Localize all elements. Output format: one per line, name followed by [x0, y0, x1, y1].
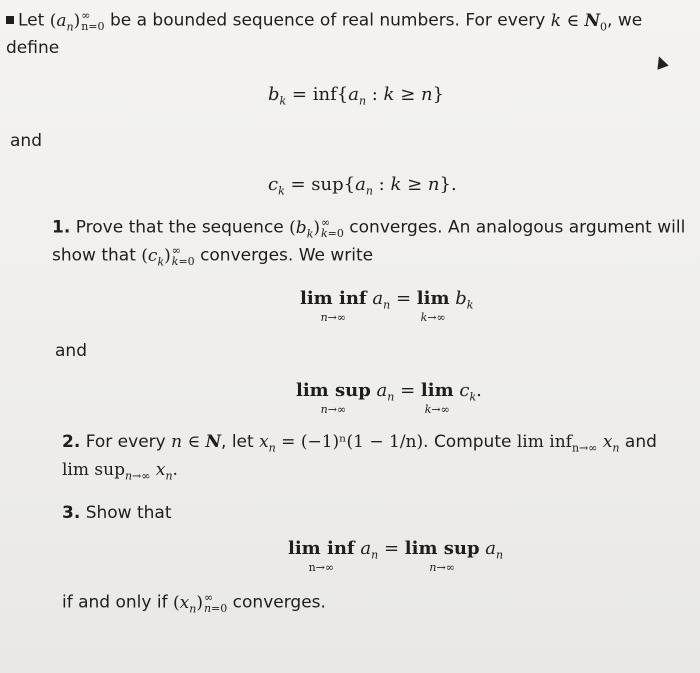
- operator: lim sup: [62, 460, 125, 480]
- and-label: and: [55, 341, 87, 361]
- formula: = (−1)ⁿ(1 − 1/n).: [275, 432, 429, 452]
- operator: lim: [416, 288, 450, 309]
- mouse-pointer-icon: [653, 54, 668, 69]
- final-equation: lim inf n→∞ $a_n$ = lim sup n→∞ $a_n$: [288, 538, 504, 574]
- math-sub: n: [66, 19, 74, 33]
- item1-line1: 1. Prove that the sequence $(b_k)$ ∞ k=0 converges. An analogous argument will: [52, 216, 686, 240]
- math-sub: n→∞: [571, 441, 598, 455]
- equals: =: [383, 538, 405, 559]
- item-number: 3.: [62, 503, 81, 523]
- text: For every: [85, 432, 166, 452]
- text: if and only if: [62, 592, 168, 613]
- math-var: a: [360, 538, 372, 559]
- operator: lim sup: [296, 380, 371, 401]
- math-var: c: [459, 380, 470, 401]
- math-sub: 0: [600, 19, 608, 33]
- sup-sub: [81, 10, 104, 32]
- item2-line1: 2. For every n ∈ N, let $x_n = (-1)^n(1 - 1/n)$. Compute lim inf$_{n\to\infty}$ $x_n$ and: [62, 432, 657, 455]
- math-sub: k: [469, 390, 477, 404]
- limsup-equation: lim sup n→∞ $a_n$ = lim k→∞ $c_k$.: [296, 380, 482, 416]
- item2-line2: lim sup$_{n\to\infty}$ $x_n$.: [62, 460, 178, 483]
- item3-line: [62, 503, 172, 523]
- liminf-equation: lim inf n→∞ $a_n$ = lim k→∞ $b_k$: [300, 288, 474, 324]
- math-sub: n: [387, 390, 395, 404]
- sub: n=0: [81, 20, 105, 33]
- text: show that: [52, 245, 136, 266]
- intro-line: Let $(a_n)$ ∞ n=0 be a bounded sequence of real numbers. For every k ∈ $N_0$, we: [6, 10, 642, 32]
- text: converges. An analogous argument will: [349, 217, 686, 238]
- text: , let: [221, 432, 254, 452]
- math-sub: n: [371, 548, 379, 562]
- equals: =: [400, 380, 421, 401]
- sup: ∞: [81, 9, 91, 22]
- item1-line2: show that $(c_k)$ ∞ k=0 converges. We write: [52, 244, 374, 268]
- operator: lim inf: [300, 288, 367, 309]
- operator: lim sup: [404, 538, 480, 559]
- math-var: a: [56, 10, 67, 31]
- text: Show that: [85, 503, 172, 523]
- math-var: a: [372, 288, 384, 309]
- text: be a bounded sequence of real numbers. For every: [109, 10, 546, 31]
- text: converges.: [232, 592, 326, 613]
- item-number: 2.: [62, 432, 81, 452]
- operator: lim inf: [288, 538, 355, 559]
- math-var: N: [584, 10, 601, 31]
- text: Compute: [433, 432, 512, 452]
- and-label: and: [10, 131, 42, 151]
- text: , we: [607, 10, 643, 31]
- closing-line: if and only if $(x_n)$ ∞ n=0 converges.: [62, 591, 326, 615]
- item-number: 1.: [52, 217, 71, 238]
- math-var: k: [550, 10, 562, 31]
- math-var: a: [376, 380, 388, 401]
- bullet-icon: [6, 16, 14, 24]
- define-line: define: [6, 38, 60, 58]
- math-var: b: [455, 288, 467, 309]
- text: Let: [18, 10, 45, 31]
- text: converges. We write: [200, 245, 374, 266]
- equation-ck: $c_k = sup\{a_n$ : k ≥ n}.: [268, 174, 457, 198]
- operator: lim inf: [516, 432, 572, 452]
- text: ∈: [561, 10, 585, 31]
- operator: lim: [420, 380, 454, 401]
- text: Prove that the sequence: [75, 217, 284, 238]
- limit-sub: n→∞: [308, 561, 335, 574]
- equals: =: [395, 288, 417, 309]
- equation-bk: $b_k = inf\{a_n$ : k ≥ n}: [268, 84, 445, 108]
- math-sub: n: [383, 298, 391, 312]
- math-sub: k: [466, 298, 474, 312]
- text: and: [624, 432, 657, 452]
